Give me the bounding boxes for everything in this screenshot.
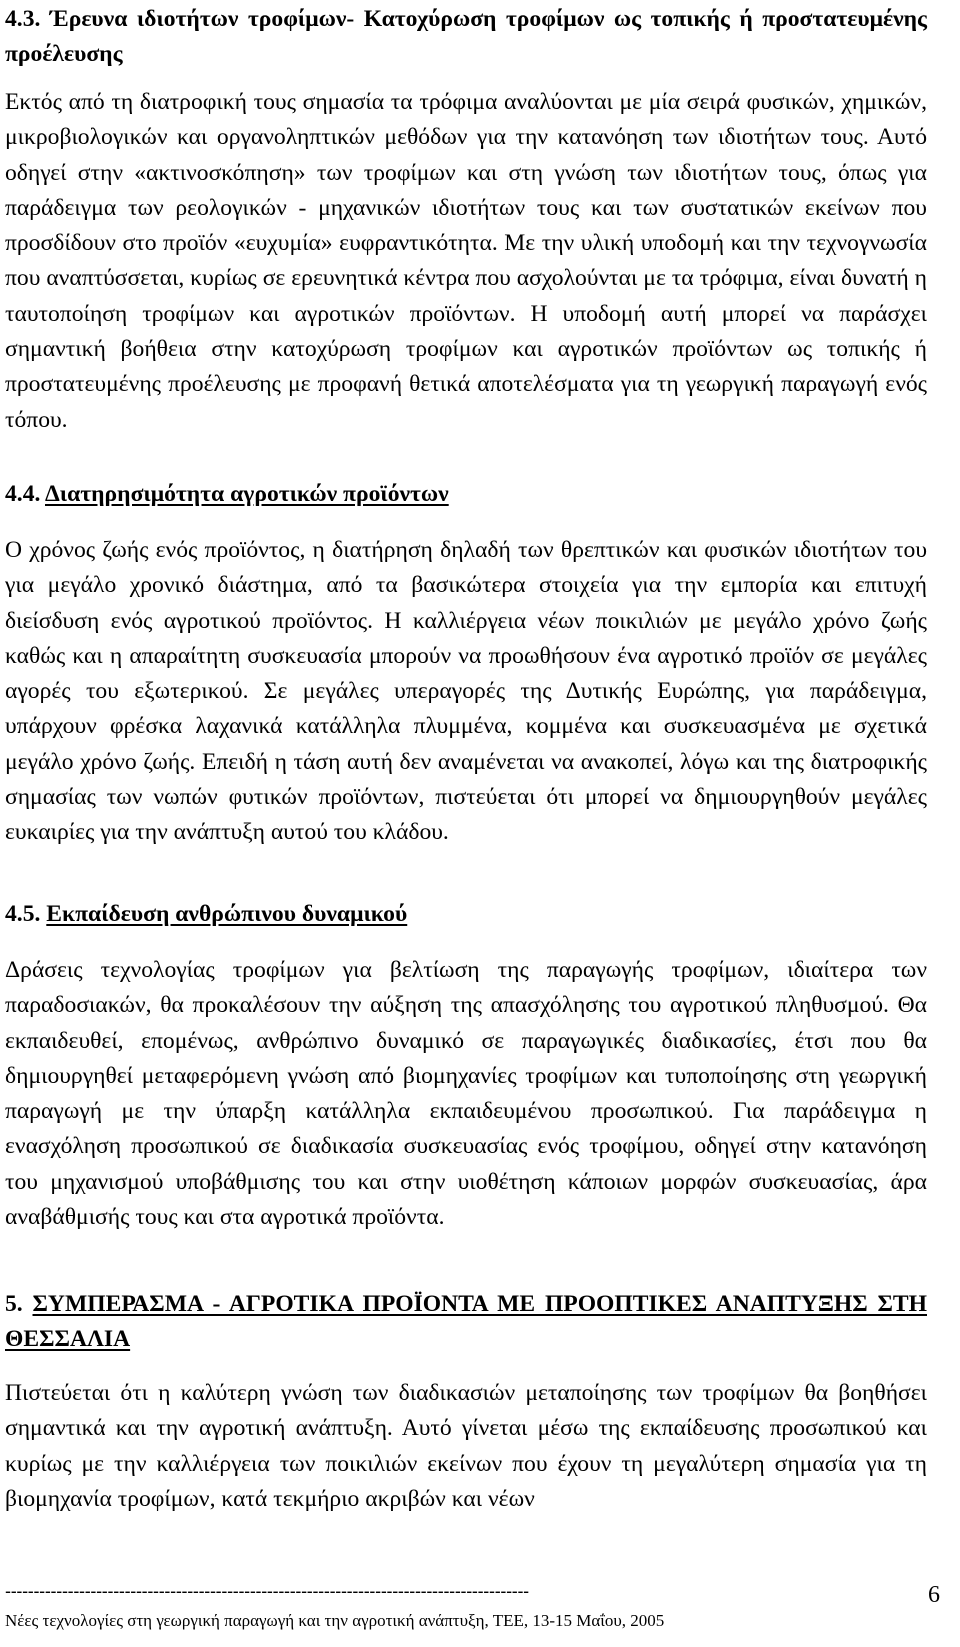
section-4-3-heading: 4.3. Έρευνα ιδιοτήτων τροφίμων- Κατοχύρωση τροφίμων ως τοπικής ή προστατευμένης προέλευσης	[5, 6, 927, 68]
section-4-4-heading	[5, 477, 927, 512]
section-4-5-title: Εκπαίδευση ανθρώπινου δυναμικού	[46, 901, 408, 927]
section-4-4-title: Διατηρησιμότητα αγροτικών προϊόντων	[45, 481, 449, 507]
footer-text: Νέες τεχνολογίες στη γεωργική παραγωγή και την αγροτική ανάπτυξη, ΤΕΕ, 13-15 Μαΐου, 2005	[5, 1611, 665, 1630]
section-4-3-body: Εκτός από τη διατροφική τους σημασία τα τρόφιμα αναλύονται με μία σειρά φυσικών, χημικών, μικροβιολογικών και οργανοληπτικών μεθόδων για την κατανόηση των ιδιοτήτων τους. Αυτό οδηγεί στην «ακτινοσκόπηση» των τροφίμων και στη γνώση των ιδιοτήτων τους, όπως για παράδειγμα των ρεολογικών - μηχανικών ιδιοτήτων τους και των συστατικών εκείνων που προσδίδουν στο προϊόν «ευχυμία» ευφραντικότητα. Με την υλική υποδομή και την τεχνογνωσία που αναπτύσσεται, κυρίως σε ερευνητικά κέντρα που ασχολούνται με τα τρόφιμα, είναι δυνατή η ταυτοποίηση τροφίμων και αγροτικών προϊόντων. Η υποδομή αυτή μπορεί να παράσχει σημαντική βοήθεια στην κατοχύρωση τροφίμων και αγροτικών προϊόντων ως τοπικής ή προστατευμένης προέλευσης με προφανή θετικά αποτελέσματα για τη γεωργική παραγωγή ενός τόπου.	[5, 89, 927, 433]
section-4-5-number: 4.5.	[5, 901, 41, 927]
section-4-4-number: 4.4.	[5, 481, 41, 507]
section-4-5-heading	[5, 897, 927, 932]
section-5-body: Πιστεύεται ότι η καλύτερη γνώση των διαδικασιών μεταποίησης των τροφίμων θα βοηθήσει σημαντικά και την αγροτική ανάπτυξη. Αυτό γίνεται μέσω της εκπαίδευσης προσωπικού και κυρίως με την καλλιέργεια των ποικιλιών εκείνων που έχουν τη μεγαλύτερη σημασία για τη βιομηχανία τροφίμων, κατά τεκμήριο ακριβών και νέων	[5, 1380, 927, 1512]
section-5-number: 5.	[5, 1291, 23, 1317]
section-5-heading	[5, 1287, 927, 1358]
page-number: 6	[928, 1582, 940, 1608]
section-5-title: ΣΥΜΠΕΡΑΣΜΑ - ΑΓΡΟΤΙΚΑ ΠΡΟΪΟΝΤΑ ΜΕ ΠΡΟΟΠΤΙΚΕΣ ΑΝΑΠΤΥΞΗΣ ΣΤΗ ΘΕΣΣΑΛΙΑ	[5, 1291, 927, 1353]
section-4-4-body: Ο χρόνος ζωής ενός προϊόντος, η διατήρηση δηλαδή των θρεπτικών και φυσικών ιδιοτήτων του για μεγάλο χρονικό διάστημα, από τα βασικώτερα στοιχεία για την εμπορία και επιτυχή διείσδυση ενός αγροτικού προϊόντος. Η καλλιέργεια νέων ποικιλιών με μεγάλο χρόνο ζωής καθώς και η απαραίτητη συσκευασία μπορούν να προωθήσουν ένα αγροτικό προϊόν σε μεγάλες αγορές του εξωτερικού. Σε μεγάλες υπεραγορές της Δυτικής Ευρώπης, για παράδειγμα, υπάρχουν φρέσκα λαχανικά κατάλληλα πλυμμένα, κομμένα και συσκευασμένα με σχετικά μεγάλο χρόνο ζωής. Επειδή η τάση αυτή δεν αναμένεται να ανακοπεί, λόγω και της διατροφικής σημασίας των νωπών φυτικών προϊόντων, πιστεύεται ότι μπορεί να δημιουργηθούν μεγάλες ευκαιρίες για την ανάπτυξη αυτού του κλάδου.	[5, 537, 927, 846]
footer-separator: --------------------------------------------------------------------------------------------	[5, 1581, 529, 1601]
section-4-5-body: Δράσεις τεχνολογίας τροφίμων για βελτίωση της παραγωγής τροφίμων, ιδιαίτερα των παραδοσιακών, θα προκαλέσουν την αύξηση της απασχόλησης του αγροτικού πληθυσμού. Θα εκπαιδευθεί, επομένως, ανθρώπινο δυναμικό σε παραγωγικές διαδικασίες, έτσι που θα δημιουργηθεί μεταφερόμενη γνώση από βιομηχανίες τροφίμων και τυποποίησης στη γεωργική παραγωγή με την ύπαρξη κατάλληλα εκπαιδευμένου προσωπικού. Για παράδειγμα η ενασχόληση προσωπικού σε διαδικασία συσκευασίας ενός τροφίμου, οδηγεί στην κατανόηση του μηχανισμού υποβάθμισης του και στην υιοθέτηση κάποιων μορφών συσκευασίας, άρα αναβάθμισής τους και στα αγροτικά προϊόντα.	[5, 957, 927, 1231]
